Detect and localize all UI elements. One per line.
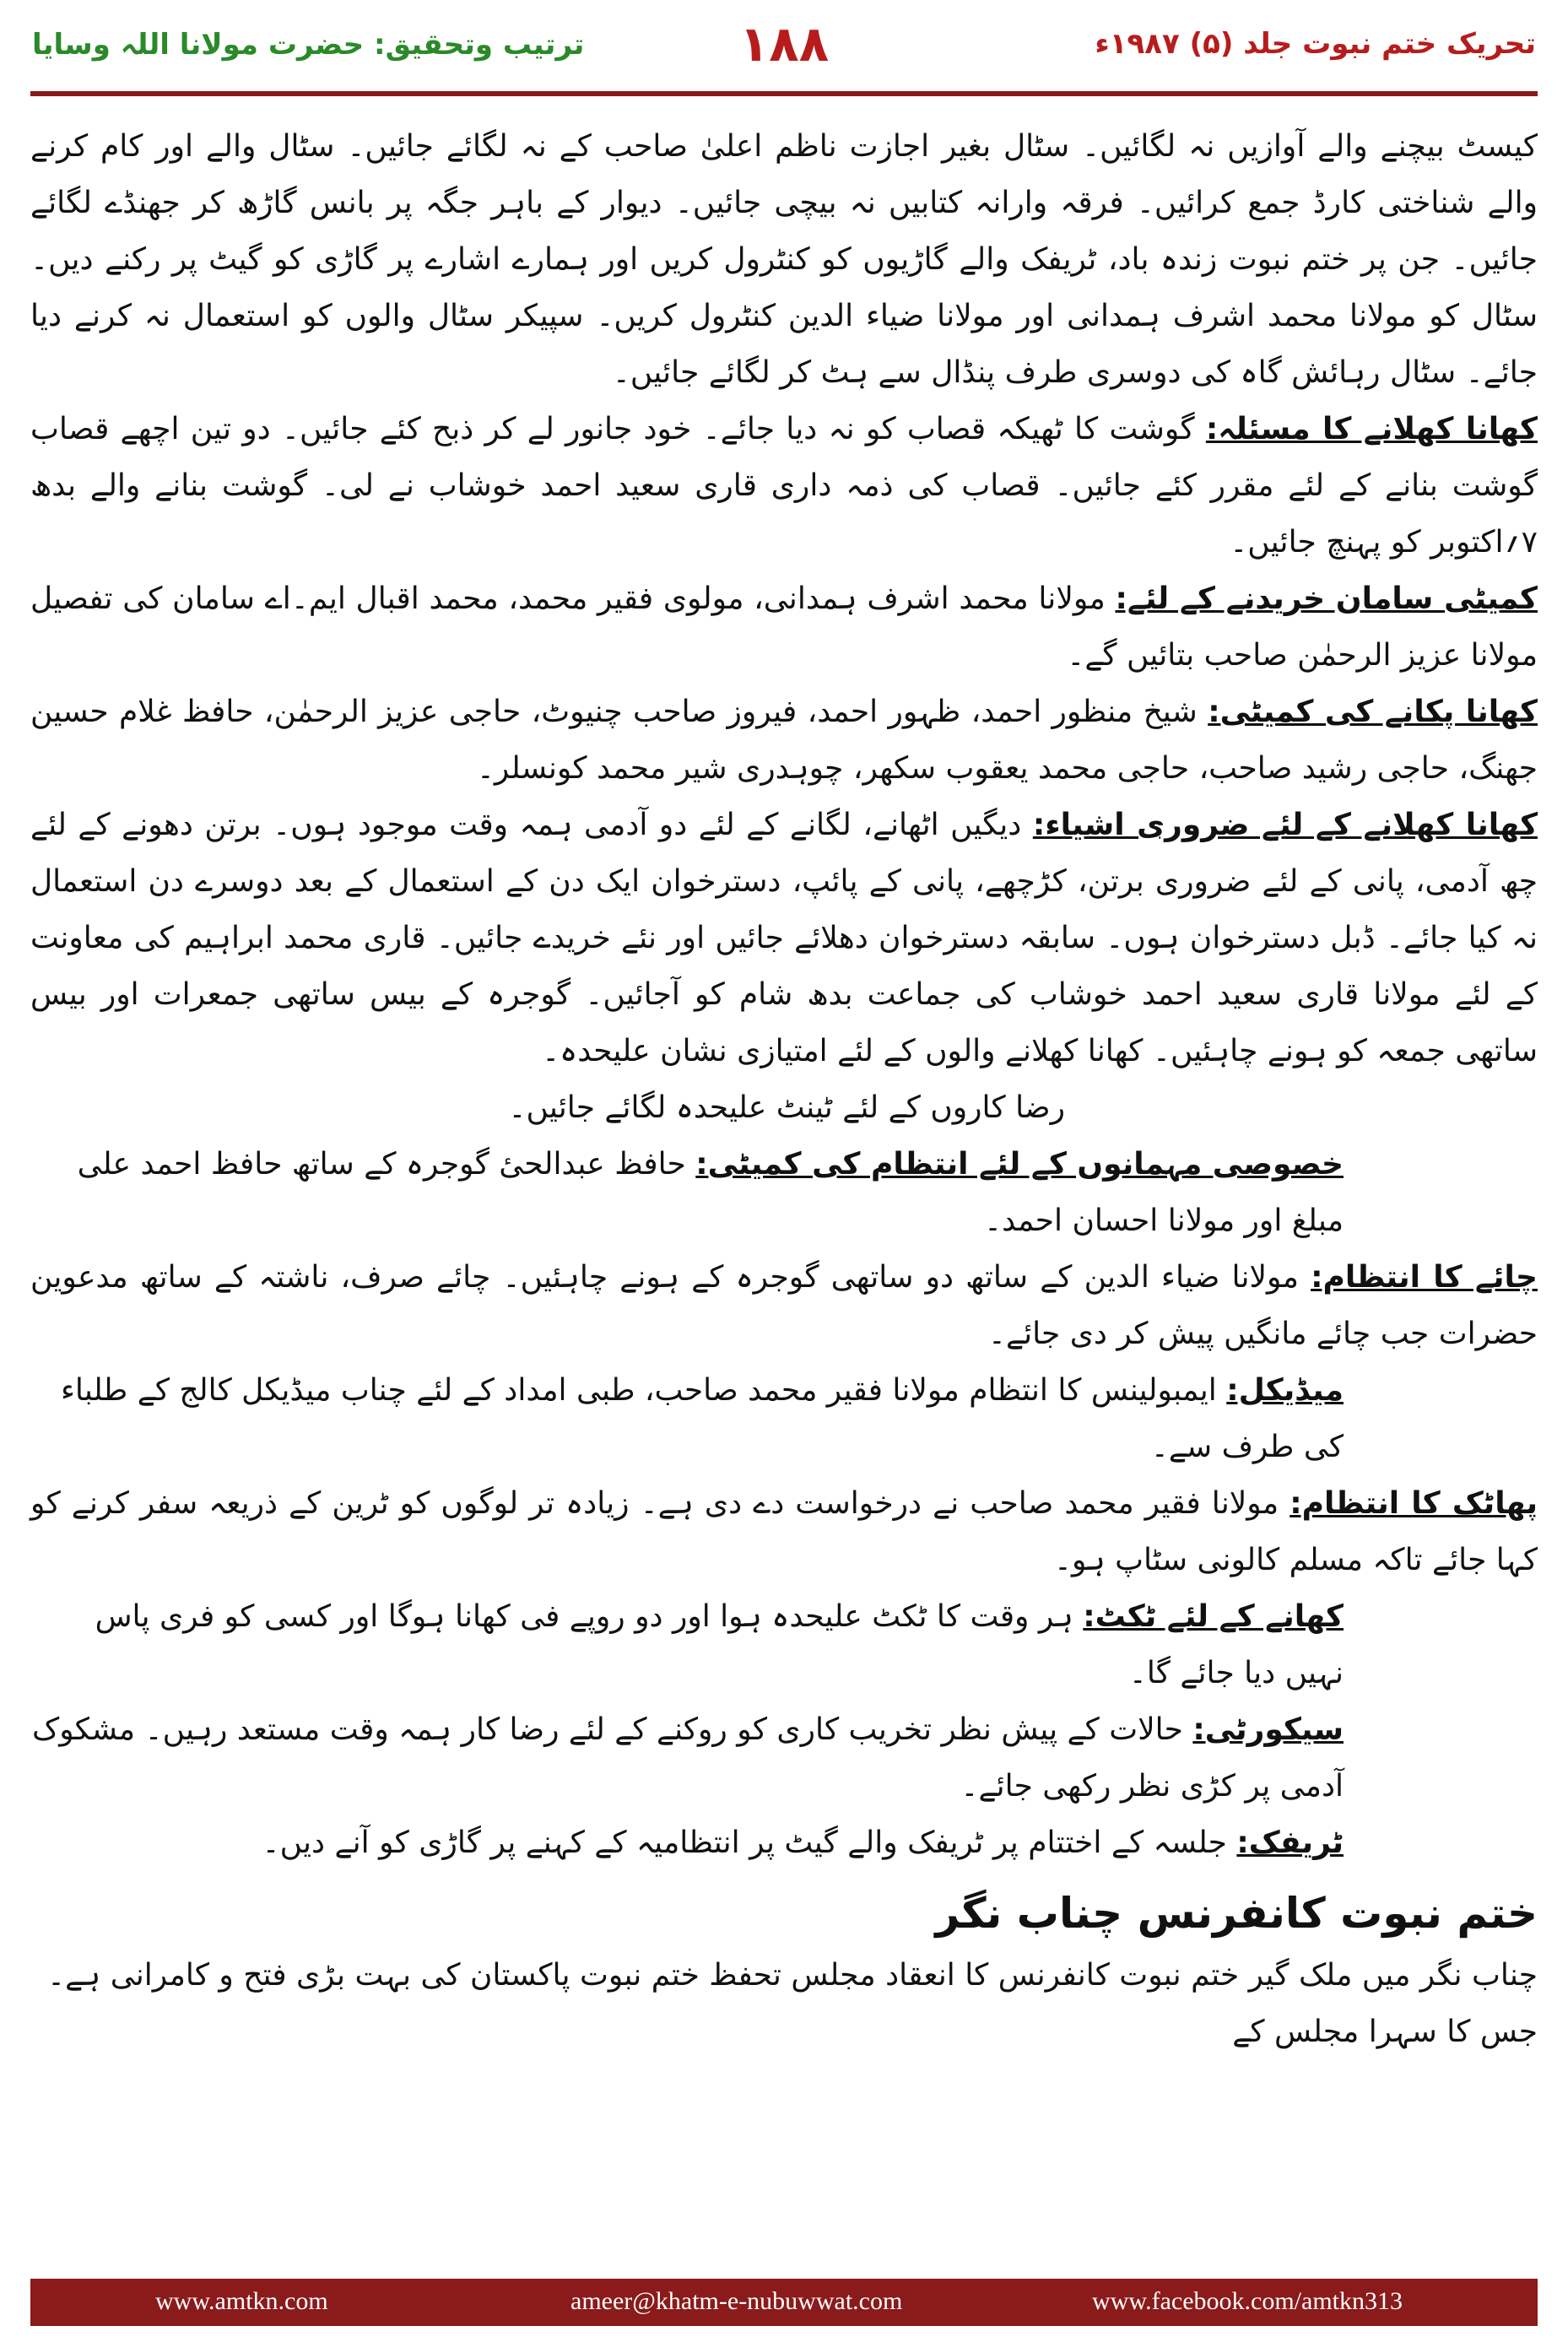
paragraph-text: دیگیں اٹھانے، لگانے کے لئے دو آدمی ہمہ وقت موجود ہوں۔ برتن دھونے کے لئے چھ آدمی، پانی کے لئے ضروری برتن، کڑچھے، پانی کے پائپ، دسترخوان ایک دن کے استعمال کے بعد دوسرے دن استعمال نہ کیا جائے۔ ڈبل دسترخوان ہوں۔ سابقہ دسترخوان دھلائے جائیں اور نئے خریدے جائیں۔ قاری محمد ابراہیم کی معاونت کے لئے مولانا قاری سعید احمد خوشاب کی جماعت بدھ شام کو آجائیں۔ گوجرہ کے بیس ساتھی جمعرات اور بیس ساتھی جمعہ کو ہونے چاہئیں۔ کھانا کھلانے والوں کے لئے امتیازی نشان علیحدہ۔ <box>30 808 1538 1068</box>
paragraph-label: کمیٹی سامان خریدنے کے لئے: <box>1115 581 1538 616</box>
paragraph-label: کھانا کھلانے کے لئے ضروری اشیاء: <box>1032 808 1538 842</box>
footer-email-link[interactable]: ameer@khatm-e-nubuwwat.com <box>570 2287 903 2315</box>
paragraph <box>30 1362 1538 1475</box>
paragraph-text: مولانا محمد اشرف ہمدانی، مولوی فقیر محمد، محمد اقبال ایم۔اے سامان کی تفصیل مولانا عزیز الرحمٰن صاحب بتائیں گے۔ <box>30 581 1538 673</box>
paragraph-label: سیکورٹی: <box>1192 1712 1344 1747</box>
header-book-title: تحریک ختم نبوت جلد (۵) ۱۹۸۷ء <box>1095 27 1536 61</box>
paragraph-label: پھاٹک کا انتظام: <box>1290 1486 1538 1521</box>
page-number: ۱۸۸ <box>738 15 830 73</box>
paragraph-text: مولانا فقیر محمد صاحب نے درخواست دے دی ہے۔ زیادہ تر لوگوں کو ٹرین کے ذریعہ سفر کرنے کو کہا جائے تاکہ مسلم کالونی سٹاپ ہو۔ <box>30 1486 1538 1577</box>
paragraph-text: حافظ عبدالحیٔ گوجرہ کے ساتھ حافظ احمد علی مبلغ اور مولانا احسان احمد۔ <box>77 1147 1344 1238</box>
paragraph-label: کھانا کھلانے کا مسئلہ: <box>1205 412 1538 446</box>
paragraph-text: ایمبولینس کا انتظام مولانا فقیر محمد صاحب، طبی امداد کے لئے چناب میڈیکل کالج کے طلباء کی طرف سے۔ <box>60 1373 1344 1464</box>
paragraph-label: چائے کا انتظام: <box>1311 1260 1538 1295</box>
paragraph-text: شیخ منظور احمد، ظہور احمد، فیروز صاحب چنیوٹ، حاجی عزیز الرحمٰن، حافظ غلام حسین جھنگ، حاجی رشید صاحب، حاجی محمد یعقوب سکھر، چوہدری شیر محمد کونسلر۔ <box>30 695 1538 786</box>
paragraph-text: حالات کے پیش نظر تخریب کاری کو روکنے کے لئے رضا کار ہمہ وقت مستعد رہیں۔ مشکوک آدمی پر کڑی نظر رکھی جائے۔ <box>31 1712 1344 1804</box>
paragraph-label: میڈیکل: <box>1226 1373 1344 1408</box>
paragraph <box>30 401 1538 571</box>
footer-website-link[interactable]: www.amtkn.com <box>155 2287 328 2315</box>
paragraph-text: ہر وقت کا ٹکٹ علیحدہ ہوا اور دو روپے فی کھانا ہوگا اور کسی کو فری پاس نہیں دیا جائے گا۔ <box>95 1599 1344 1690</box>
paragraph-text: مولانا ضیاء الدین کے ساتھ دو ساتھی گوجرہ کے ہونے چاہئیں۔ چائے صرف، ناشتہ کے ساتھ مدعوین حضرات جب چائے مانگیں پیش کر دی جائے۔ <box>30 1260 1538 1351</box>
paragraph <box>30 797 1538 1079</box>
page-header <box>0 0 1568 93</box>
paragraph <box>30 684 1538 797</box>
section-title: ختم نبوت کانفرنس چناب نگر <box>935 1889 1538 1938</box>
header-compiler: ترتیب وتحقیق: حضرت مولانا اللہ وسایا <box>32 28 585 62</box>
paragraph <box>30 1249 1538 1362</box>
paragraph-text: رضا کاروں کے لئے ٹینٹ علیحدہ لگائے جائیں۔ <box>508 1090 1065 1125</box>
paragraph-text: گوشت کا ٹھیکہ قصاب کو نہ دیا جائے۔ خود جانور لے کر ذبح کئے جائیں۔ دو تین اچھے قصاب گوشت بنانے کے لئے مقرر کئے جائیں۔ قصاب کی ذمہ داری قاری سعید احمد خوشاب نے لی۔ گوشت بنانے والے بدھ ۷؍اکتوبر کو پہنچ جائیں۔ <box>30 412 1538 560</box>
closing-paragraph: چناب نگر میں ملک گیر ختم نبوت کانفرنس کا انعقاد مجلس تحفظ ختم نبوت پاکستان کی بہت بڑی فتح و کامرانی ہے۔ جس کا سہرا مجلس کے <box>46 1958 1538 2049</box>
paragraph <box>30 1588 1538 1701</box>
paragraph-text: کیسٹ بیچنے والے آوازیں نہ لگائیں۔ سٹال بغیر اجازت ناظم اعلیٰ صاحب کے نہ لگائے جائیں۔ سٹال والے اور کام کرنے والے شناختی کارڈ جمع کرائیں۔ فرقہ وارانہ کتابیں نہ بیچی جائیں۔ دیوار کے باہر جگہ پر بانس گاڑھ کر جھنڈے لگائے جائیں۔ جن پر ختم نبوت زندہ باد، ٹریفک والے گاڑیوں کو کنٹرول کریں اور ہمارے اشارے پر گاڑی کو گیٹ پر رکنے دیں۔ سٹال کو مولانا محمد اشرف ہمدانی اور مولانا ضیاء الدین کنٹرول کریں۔ سپیکر سٹال والوں کو استعمال نہ کرنے دیا جائے۔ سٹال رہائش گاہ کی دوسری طرف پنڈال سے ہٹ کر لگائے جائیں۔ <box>30 129 1538 390</box>
header-rule <box>30 91 1538 96</box>
paragraph <box>30 1815 1538 1871</box>
paragraph <box>30 571 1538 684</box>
paragraph <box>30 1079 1538 1136</box>
paragraph-text: جلسہ کے اختتام پر ٹریفک والے گیٹ پر انتظامیہ کے کہنے پر گاڑی کو آنے دیں۔ <box>262 1825 1237 1860</box>
paragraph-label: کھانا پکانے کی کمیٹی: <box>1208 695 1538 729</box>
paragraph <box>30 1701 1538 1815</box>
paragraph-label: کھانے کے لئے ٹکٹ: <box>1083 1599 1344 1634</box>
paragraph <box>30 1136 1538 1249</box>
page-footer <box>30 2279 1538 2326</box>
paragraph-label: خصوصی مہمانوں کے لئے انتظام کی کمیٹی: <box>695 1147 1344 1182</box>
footer-facebook-link[interactable]: www.facebook.com/amtkn313 <box>1092 2287 1403 2315</box>
page-body <box>30 118 1538 2262</box>
paragraph <box>30 118 1538 401</box>
paragraph <box>30 1475 1538 1588</box>
paragraph-label: ٹریفک: <box>1236 1825 1344 1860</box>
